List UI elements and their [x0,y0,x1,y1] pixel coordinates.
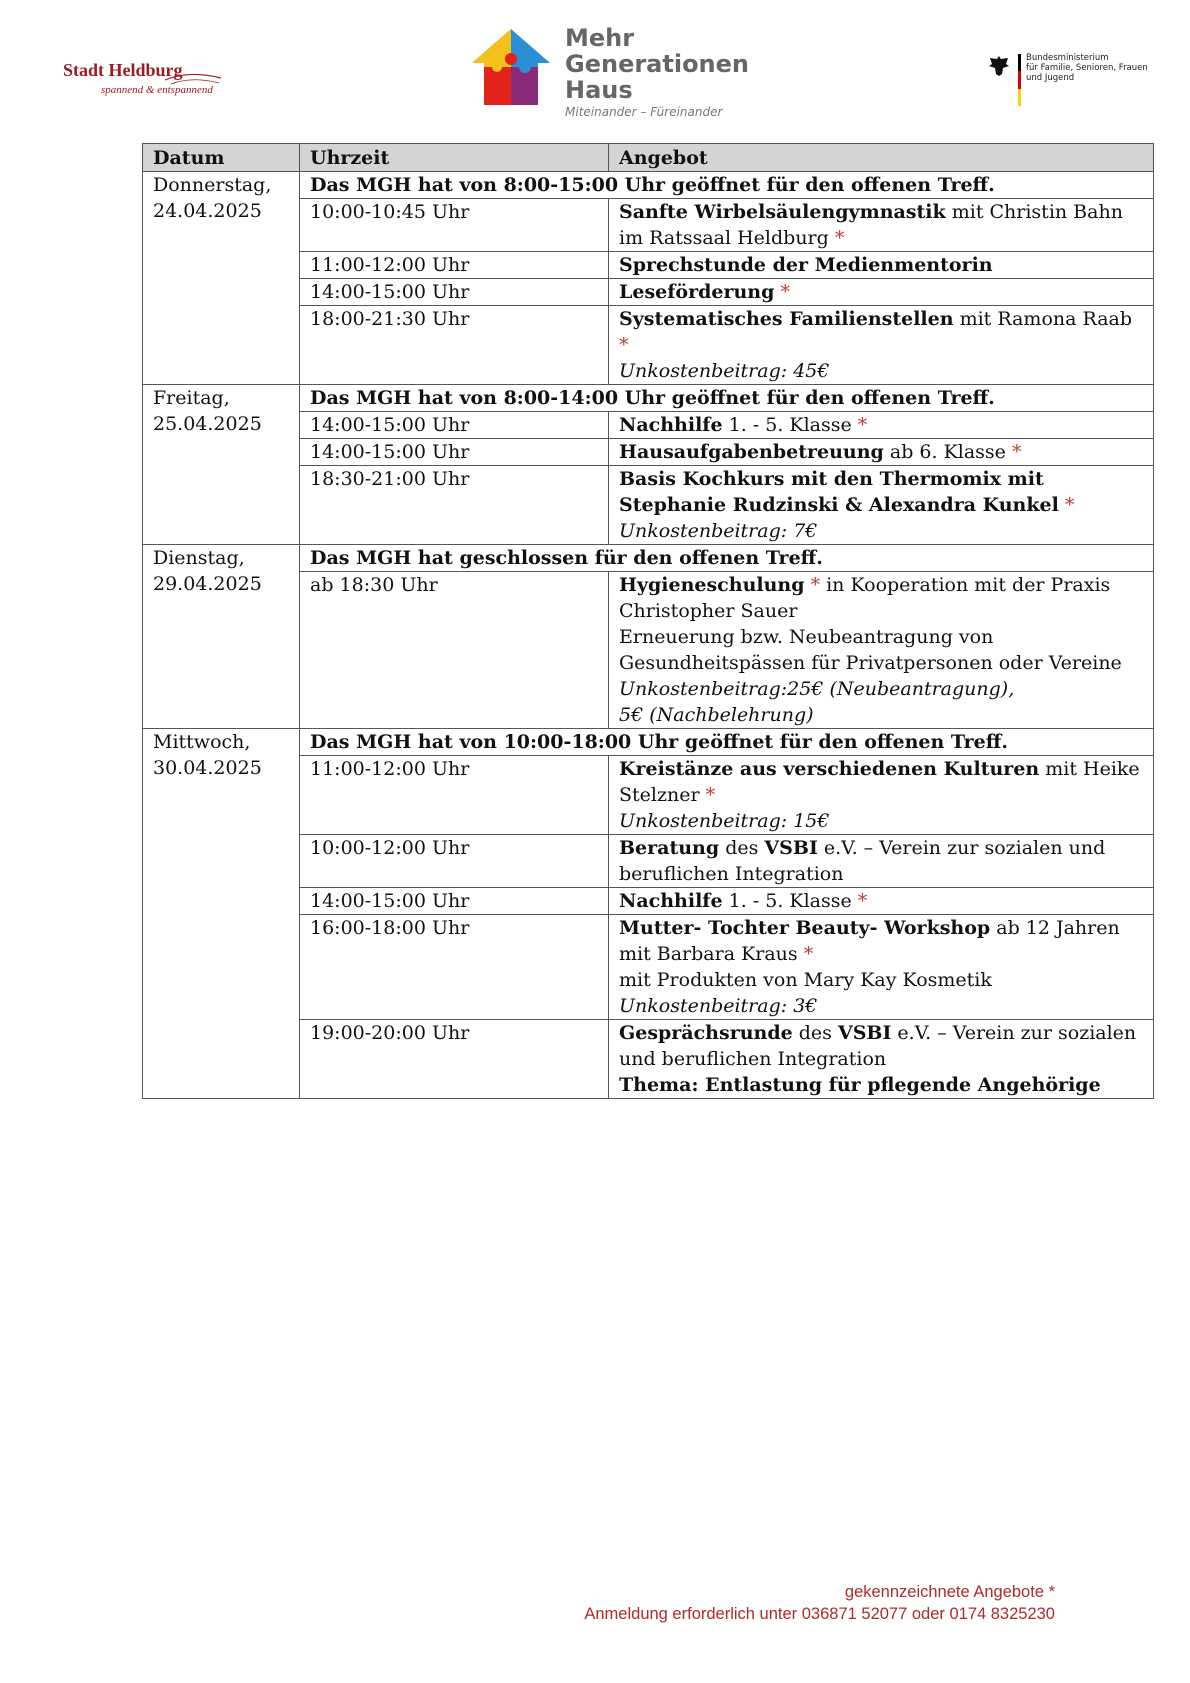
time-cell: 11:00-12:00 Uhr [300,756,609,835]
offer-title: Leseförderung [619,281,775,303]
date-cell [143,545,300,729]
weekday: Donnerstag, [153,174,272,196]
ministry-line-2: für Familie, Senioren, Frauen [1026,63,1148,73]
offer-text: ab 12 Jahren mit Barbara Kraus [619,917,1120,965]
offer-cell [609,279,1154,306]
weekday: Dienstag, [153,547,245,569]
offer-title: Beratung [619,837,720,859]
time-cell: 18:00-21:30 Uhr [300,306,609,385]
offer-title: Nachhilfe [619,414,723,436]
fee: Unkostenbeitrag: 3€ [619,995,818,1017]
registration-star: * [780,281,790,303]
offer-extra: mit Produkten von Mary Kay Kosmetik [619,969,992,991]
offer-cell [609,888,1154,915]
offer-text: mit Heike Stelzner [619,758,1140,806]
offer-org: VSBI [764,837,818,859]
weekday: Freitag, [153,387,230,409]
time-cell: 10:00-12:00 Uhr [300,835,609,888]
header-offer: Angebot [609,144,1154,172]
ministry-line-3: und Jugend [1026,73,1075,83]
day-row-wednesday [143,729,1154,756]
offer-text: in Kooperation mit der Praxis Christopher Sauer [619,574,1111,622]
schedule-table [142,143,1154,1099]
registration-star: * [1011,441,1022,463]
table-header-row [143,144,1154,172]
offer-text: 1. - 5. Klasse [722,890,858,912]
time-cell: 18:30-21:00 Uhr [300,466,609,545]
offer-cell [609,439,1154,466]
date-cell [143,172,300,385]
fee: Unkostenbeitrag:25€ (Neubeantragung), [619,678,1015,700]
time-cell: 11:00-12:00 Uhr [300,252,609,279]
logo-word-haus: Haus [565,76,633,104]
logo-word-mehr: Mehr [565,24,635,52]
date: 30.04.2025 [153,757,262,779]
mehrgenerationenhaus-logo [470,24,750,120]
stadt-heldburg-logo [63,60,233,110]
registration-footer [584,1581,1055,1625]
offer-title: Mutter- Tochter Beauty- Workshop [619,917,991,939]
date: 24.04.2025 [153,200,262,222]
offer-title: Basis Kochkurs mit den Thermomix mit Stephanie Rudzinski & Alexandra Kunkel [619,468,1059,516]
offer-extra: Erneuerung bzw. Neubeantragung von Gesundheitspässen für Privatpersonen oder Vereine [619,626,1122,674]
fee: Unkostenbeitrag: 7€ [619,520,818,542]
bmfsfj-logo [988,50,1148,110]
time-cell: 19:00-20:00 Uhr [300,1020,609,1099]
fee: Unkostenbeitrag: 45€ [619,360,830,382]
offer-cell [609,466,1154,545]
time-cell: 16:00-18:00 Uhr [300,915,609,1020]
offer-cell [609,412,1154,439]
header-time: Uhrzeit [300,144,609,172]
opening-hours: Das MGH hat von 10:00-18:00 Uhr geöffnet für den offenen Treff. [300,729,1154,756]
day-row-friday [143,385,1154,412]
offer-text-2: e.V. – Verein zur sozialen und beruflichen Integration [619,837,1106,885]
date-cell [143,729,300,1099]
offer-text: des [719,837,765,859]
logo-word-generationen: Generationen [565,50,750,78]
date: 29.04.2025 [153,573,262,595]
fee-2: 5€ (Nachbelehrung) [619,704,814,726]
offer-title: Sprechstunde der Medienmentorin [619,254,993,276]
registration-star: * [705,784,716,806]
date: 25.04.2025 [153,413,262,435]
offer-org: VSBI [837,1022,892,1044]
offer-cell [609,756,1154,835]
offer-title: Hausaufgabenbetreuung [619,441,884,463]
offer-cell [609,915,1154,1020]
logo-city-tagline: spannend & entspannend [101,84,213,96]
offer-text: 1. - 5. Klasse [722,414,858,436]
fee: Unkostenbeitrag: 15€ [619,810,830,832]
ministry-line-1: Bundesministerium [1026,53,1109,63]
offer-text: mit Ramona Raab [953,308,1133,330]
offer-text: mit Christin Bahn im Ratssaal Heldburg [619,201,1123,249]
offer-title: Nachhilfe [619,890,723,912]
registration-star: * [803,943,814,965]
footer-phone-info: Anmeldung erforderlich unter 036871 52077 oder 0174 8325230 [584,1605,1055,1623]
logo-city-name: Stadt Heldburg [63,60,183,80]
time-cell: 14:00-15:00 Uhr [300,279,609,306]
registration-star: * [1064,494,1075,516]
offer-title: Kreistänze aus verschiedenen Kulturen [619,758,1040,780]
offer-title: Sanfte Wirbelsäulengymnastik [619,201,946,223]
offer-title: Gesprächsrunde [619,1022,793,1044]
registration-star: * [619,334,629,356]
time-cell: ab 18:30 Uhr [300,572,609,729]
opening-hours: Das MGH hat von 8:00-14:00 Uhr geöffnet für den offenen Treff. [300,385,1154,412]
footer-marked-offers: gekennzeichnete Angebote * [844,1583,1055,1601]
offer-text-2: e.V. – Verein zur sozialen und beruflichen Integration [619,1022,1137,1070]
offer-cell [609,199,1154,252]
date-cell [143,385,300,545]
logo-swoosh-icon [163,68,223,88]
offer-theme: Thema: Entlastung für pflegende Angehörige [619,1074,1101,1096]
german-flag-bar [1018,54,1021,106]
puzzle-house-icon [470,27,552,107]
offer-cell [609,1020,1154,1099]
registration-star: * [857,414,868,436]
time-cell: 14:00-15:00 Uhr [300,439,609,466]
header-date: Datum [143,144,300,172]
offer-cell [609,252,1154,279]
offer-cell [609,572,1154,729]
weekday: Mittwoch, [153,731,251,753]
offer-cell [609,306,1154,385]
registration-star: * [834,227,845,249]
opening-hours: Das MGH hat von 8:00-15:00 Uhr geöffnet für den offenen Treff. [300,172,1154,199]
federal-eagle-icon [988,54,1010,78]
offer-title: Systematisches Familienstellen [619,308,954,330]
day-row-thursday [143,172,1154,199]
time-cell: 14:00-15:00 Uhr [300,412,609,439]
offer-cell [609,835,1154,888]
time-cell: 14:00-15:00 Uhr [300,888,609,915]
time-cell: 10:00-10:45 Uhr [300,199,609,252]
registration-star: * [857,890,868,912]
logo-tagline: Miteinander – Füreinander [565,105,723,119]
registration-star: * [810,574,821,596]
offer-title: Hygieneschulung [619,574,805,596]
day-row-tuesday [143,545,1154,572]
opening-hours: Das MGH hat geschlossen für den offenen Treff. [300,545,1154,572]
offer-text: ab 6. Klasse [883,441,1012,463]
offer-text: des [792,1022,838,1044]
